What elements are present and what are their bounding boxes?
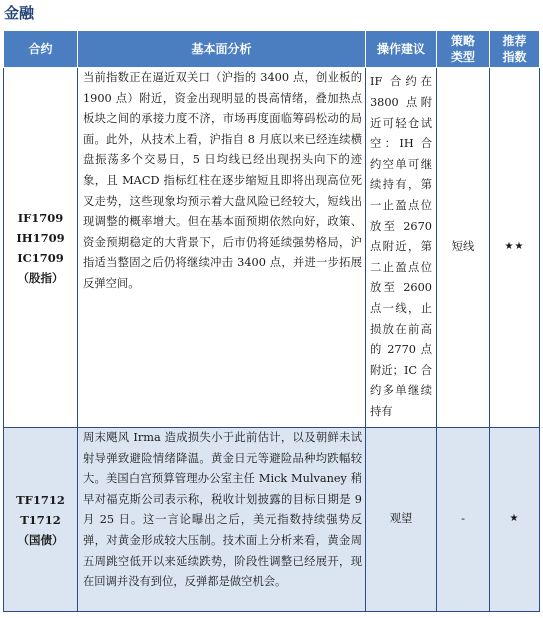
- contract-category: （国债）: [17, 532, 64, 547]
- contract-code: TF1712: [16, 492, 65, 507]
- analysis-cell: 当前指数正在逼近双关口（沪指的 3400 点，创业板的 1900 点）附近，资金出现明显的畏高情绪，叠加热点板块之间的承接力度不济，市场再度面临筹码松动的局面。此外，从技术上看，沪指自 8 月底以来已经连续横盘振荡多个交易日，5 日均线已经出现拐头向下的迹象，且 MACD 指标红柱在逐步缩短且即将出现高位死叉走势，这些现象均预示着大盘风险已经较大，短线出现调整的概率增大。但在基本面预期依然向好，政策、资金预期稳定的大背景下，后市仍将延续强势格局，沪指适当整固之后仍将继续冲击 3400 点，并进一步拓展反弹空间。: [78, 68, 366, 428]
- header-advice: 操作建议: [366, 31, 437, 68]
- header-rating: [490, 31, 540, 68]
- rating-stars: ★: [490, 428, 540, 612]
- contract-code: IC1709: [17, 250, 64, 265]
- advice-cell: IF 合约在 3800 点附近可轻仓试空：IH 合约空单可继续持有，第一止盈点位放至 2670 点附近，第二止盈点位放至 2600 点一线，止损放在前高的 2770 点附近；IC 合约多单继续持有: [366, 68, 437, 428]
- advice-cell: 观望: [366, 428, 437, 612]
- table-row: [4, 428, 540, 612]
- header-rating-label: 推荐指数: [502, 34, 527, 64]
- section-title: 金融: [4, 4, 35, 22]
- header-analysis: 基本面分析: [78, 31, 366, 68]
- contract-cell: [4, 68, 78, 428]
- contract-cell: [4, 428, 78, 612]
- futures-table: [3, 30, 540, 612]
- contract-code: T1712: [20, 512, 61, 527]
- contract-code: IF1709: [17, 210, 64, 225]
- header-strategy-label: 策略类型: [451, 34, 476, 64]
- strategy-cell: 短线: [437, 68, 490, 428]
- contract-code: IH1709: [16, 230, 65, 245]
- contract-category: （股指）: [17, 270, 64, 285]
- table-row: [4, 68, 540, 428]
- strategy-cell: -: [437, 428, 490, 612]
- rating-stars: ★★: [490, 68, 540, 428]
- header-strategy: [437, 31, 490, 68]
- header-contract: 合约: [4, 31, 78, 68]
- table-header-row: [4, 31, 540, 68]
- analysis-cell: 周末飓风 Irma 造成损失小于此前估计，以及朝鲜未试射导弹致避险情绪降温。黄金日元等避险品种均跌幅较大。美国白宫预算管理办公室主任 Mick Mulvaney 稍早对福克斯公司表示称，税收计划披露的目标日期是 9 月 25 日。这一言论曝出之后，美元指数持续强势反弹，对黄金形成较大压制。技术面上分析来看，黄金周五周跳空低开以来延续跌势，阶段性调整已经展开，现在回调并没有到位，反弹都是做空机会。: [78, 428, 366, 612]
